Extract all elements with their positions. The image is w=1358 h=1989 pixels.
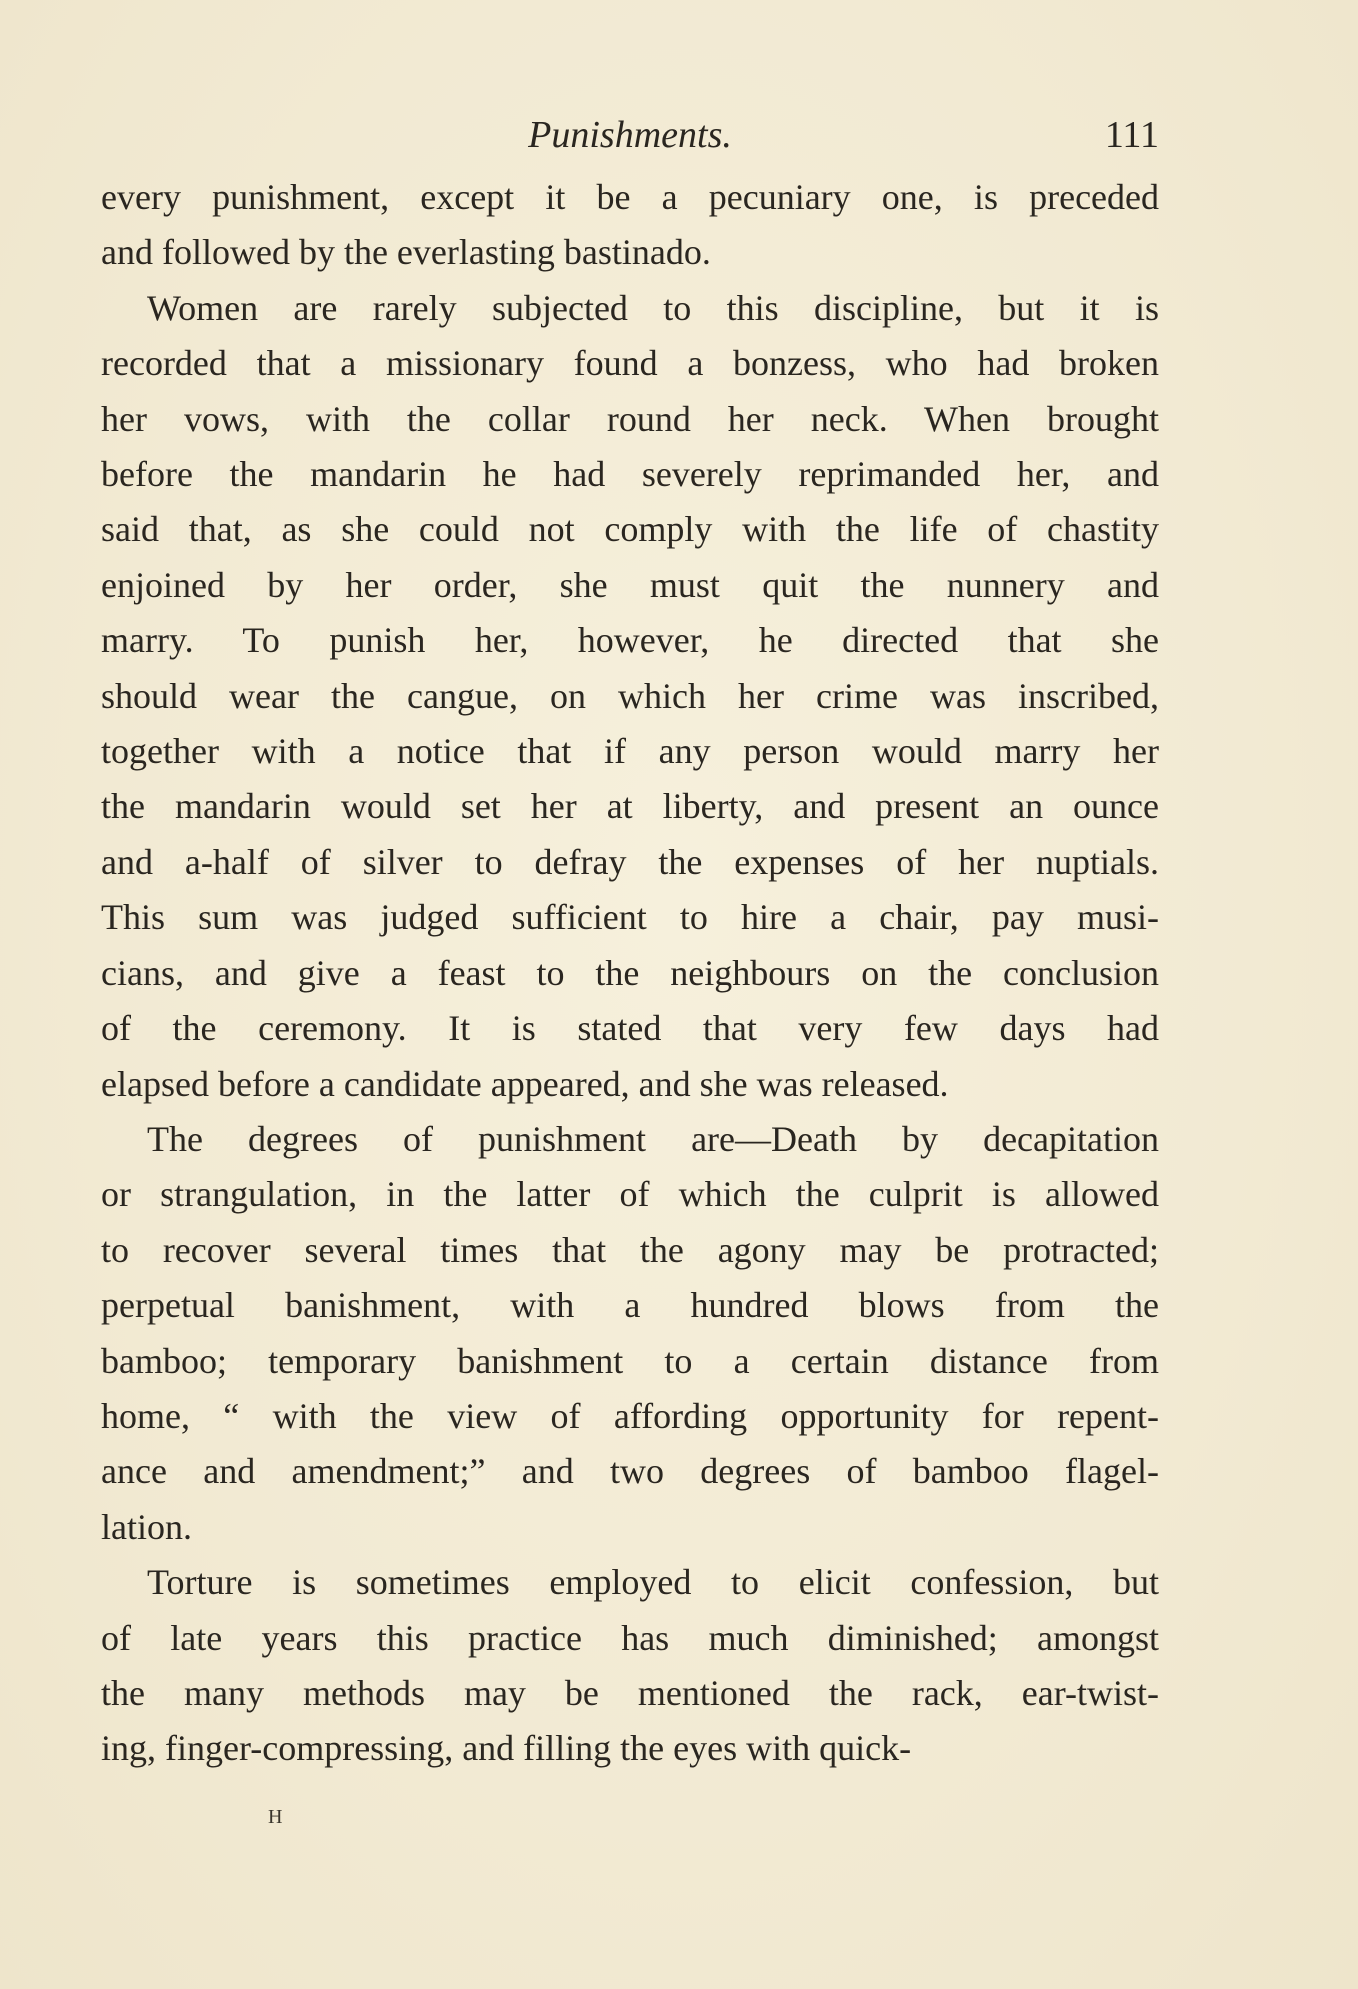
text-line: should wear the cangue, on which her crime was inscribed, <box>101 675 1159 716</box>
paragraph <box>101 170 1159 281</box>
text-line: her vows, with the collar round her neck. When brought <box>101 398 1159 439</box>
text-line: bamboo; temporary banishment to a certain distance from <box>101 1340 1159 1381</box>
text-line: marry. To punish her, however, he directed that she <box>101 620 1159 661</box>
text-line: The degrees of punishment are—Death by decapitation <box>147 1118 1159 1159</box>
paragraph <box>101 281 1159 1112</box>
text-line: every punishment, except it be a pecuniary one, is preceded <box>101 177 1159 217</box>
text-line: elapsed before a candidate appeared, and she was released. <box>101 1063 949 1104</box>
running-head <box>101 100 1159 170</box>
text-line: Torture is sometimes employed to elicit confession, but <box>147 1562 1159 1603</box>
paragraph <box>101 1555 1159 1777</box>
text-line: before the mandarin he had severely reprimanded her, and <box>101 454 1159 495</box>
text-line: This sum was judged sufficient to hire a chair, pay musi- <box>101 897 1159 938</box>
text-line: cians, and give a feast to the neighbours on the conclusion <box>101 952 1159 993</box>
text-line: and a-half of silver to defray the expenses of her nuptials. <box>101 841 1159 882</box>
text-line: or strangulation, in the latter of which the culprit is allowed <box>101 1174 1159 1215</box>
signature-mark: H <box>268 1806 284 1828</box>
text-line: of late years this practice has much diminished; amongst <box>101 1617 1159 1658</box>
text-line: of the ceremony. It is stated that very few days had <box>101 1008 1159 1049</box>
text-line: ing, finger-compressing, and filling the eyes with quick- <box>101 1728 912 1769</box>
page-number: 111 <box>1104 114 1159 156</box>
paragraph <box>101 1112 1159 1555</box>
text-line: ance and amendment;” and two degrees of bamboo flagel- <box>101 1451 1159 1492</box>
running-title: Punishments. <box>528 114 732 156</box>
text-line: together with a notice that if any person would marry her <box>101 731 1159 772</box>
text-line: to recover several times that the agony may be protracted; <box>101 1229 1159 1270</box>
text-line: home, “ with the view of affording opportunity for repent- <box>101 1395 1159 1436</box>
text-line: recorded that a missionary found a bonzess, who had broken <box>101 343 1159 384</box>
body-text <box>101 170 1159 1777</box>
text-line: enjoined by her order, she must quit the nunnery and <box>101 564 1159 605</box>
text-line: Women are rarely subjected to this discipline, but it is <box>147 287 1159 328</box>
text-line: said that, as she could not comply with the life of chastity <box>101 509 1159 550</box>
text-line: lation. <box>101 1506 192 1547</box>
text-block <box>101 100 1159 1777</box>
text-line: the mandarin would set her at liberty, and present an ounce <box>101 786 1159 827</box>
text-line: the many methods may be mentioned the rack, ear-twist- <box>101 1672 1159 1713</box>
text-line: and followed by the everlasting bastinado. <box>101 232 711 273</box>
text-line: perpetual banishment, with a hundred blows from the <box>101 1285 1159 1326</box>
